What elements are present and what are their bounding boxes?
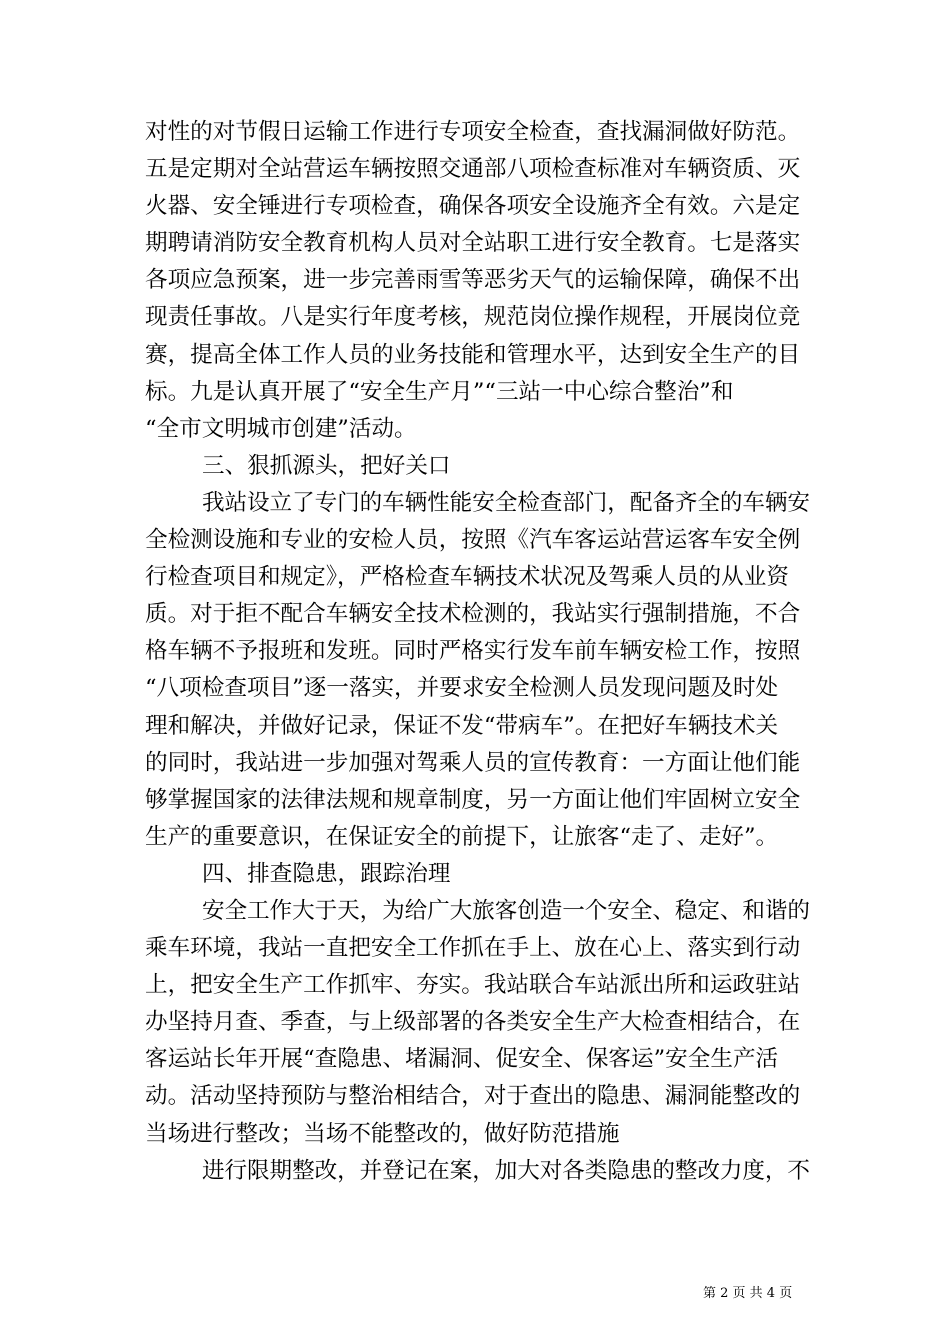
page-number: 第 2 页 共 4 页 xyxy=(703,1286,793,1301)
text-line: 我站设立了专门的车辆性能安全检查部门，配备齐全的车辆安 xyxy=(202,489,810,516)
body-text xyxy=(145,114,810,1190)
text-line: 五是定期对全站营运车辆按照交通部八项检查标准对车辆资质、灭 xyxy=(145,156,801,183)
text-line: 赛，提高全体工作人员的业务技能和管理水平，达到安全生产的目 xyxy=(145,341,801,368)
text-line: 全检测设施和专业的安检人员，按照《汽车客运站营运客车安全例 xyxy=(145,527,801,554)
text-line: 行检查项目和规定》，严格检查车辆技术状况及驾乘人员的从业资 xyxy=(145,564,789,591)
text-line: 动。活动坚持预防与整治相结合，对于查出的隐患、漏洞能整改的 xyxy=(145,1083,801,1110)
text-line: “全市文明城市创建”活动。 xyxy=(145,415,417,442)
text-line: 理和解决，并做好记录，保证不发“带病车”。在把好车辆技术关 xyxy=(145,712,779,739)
text-line: 现责任事故。八是实行年度考核，规范岗位操作规程，开展岗位竞 xyxy=(145,304,801,331)
text-line: 各项应急预案，进一步完善雨雪等恶劣天气的运输保障，确保不出 xyxy=(145,267,801,294)
text-line: 的同时，我站进一步加强对驾乘人员的宣传教育：一方面让他们能 xyxy=(145,749,801,776)
text-line: 火器、安全锤进行专项检查，确保各项安全设施齐全有效。六是定 xyxy=(145,193,801,220)
text-line: “八项检查项目”逐一落实，并要求安全检测人员发现问题及时处 xyxy=(145,675,779,702)
text-line: 办坚持月查、季查，与上级部署的各类安全生产大检查相结合，在 xyxy=(145,1009,801,1036)
text-line: 进行限期整改，并登记在案，加大对各类隐患的整改力度，不 xyxy=(202,1157,810,1184)
text-line: 四、排查隐患，跟踪治理 xyxy=(202,860,451,887)
text-line: 质。对于拒不配合车辆安全技术检测的，我站实行强制措施，不合 xyxy=(145,601,801,628)
text-line: 标。九是认真开展了“安全生产月”“三站一中心综合整治”和 xyxy=(145,378,734,405)
text-line: 生产的重要意识，在保证安全的前提下，让旅客“走了、走好”。 xyxy=(145,823,779,850)
text-line: 客运站长年开展“查隐患、堵漏洞、促安全、保客运”安全生产活 xyxy=(145,1046,779,1073)
text-line: 乘车环境，我站一直把安全工作抓在手上、放在心上、落实到行动 xyxy=(145,935,801,962)
text-line: 安全工作大于天，为给广大旅客创造一个安全、稳定、和谐的 xyxy=(202,897,810,924)
text-line: 对性的对节假日运输工作进行专项安全检查，查找漏洞做好防范。 xyxy=(145,119,801,145)
text-line: 上，把安全生产工作抓牢、夯实。我站联合车站派出所和运政驻站 xyxy=(145,972,801,999)
text-line: 够掌握国家的法律法规和规章制度，另一方面让他们牢固树立安全 xyxy=(145,786,801,813)
text-line: 格车辆不予报班和发班。同时严格实行发车前车辆安检工作，按照 xyxy=(145,638,801,665)
text-line: 三、狠抓源头，把好关口 xyxy=(202,452,451,479)
text-line: 期聘请消防安全教育机构人员对全站职工进行安全教育。七是落实 xyxy=(145,230,801,257)
text-line: 当场进行整改；当场不能整改的，做好防范措施 xyxy=(145,1120,620,1147)
